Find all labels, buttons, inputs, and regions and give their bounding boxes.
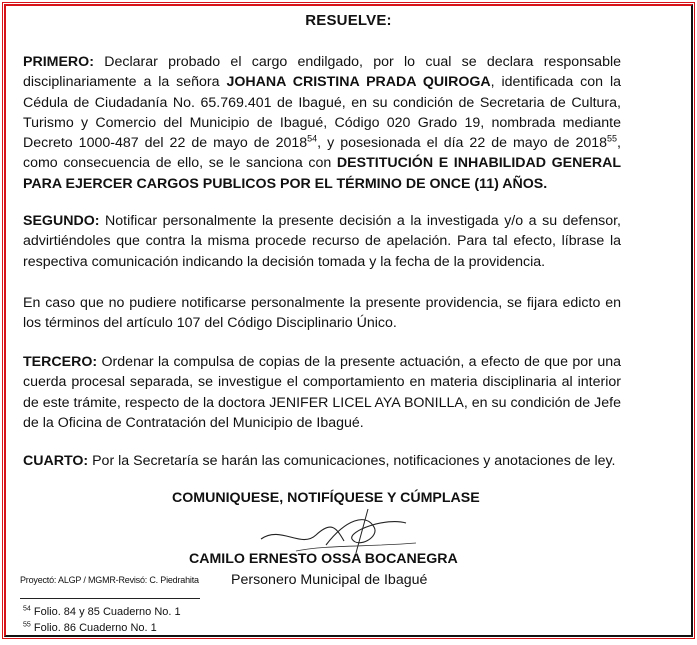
footnote-54 (23, 606, 181, 618)
closing-formula: COMUNIQUESE, NOTIFÍQUESE Y CÚMPLASE (172, 490, 480, 506)
segundo-label: SEGUNDO: (23, 213, 100, 229)
paragraph-primero (23, 52, 621, 194)
paragraph-tercero (23, 352, 621, 433)
primero-text-a: Declarar probado el cargo endilgado, por lo cual se declara responsable disciplinariamente a la señora (23, 54, 621, 91)
project-note: Proyectó: ALGP / MGMR-Revisó: C. Piedrahita (20, 575, 199, 585)
footnote-divider (20, 598, 200, 599)
tercero-name: JENIFER LICEL AYA BONILLA (269, 394, 464, 411)
document-page (4, 4, 693, 637)
footnote-text: Folio. 86 Cuaderno No. 1 (30, 622, 157, 634)
handwritten-signature (256, 505, 426, 557)
paragraph-cuarto (23, 451, 621, 471)
primero-text-b: , identificada con la Cédula de Ciudadanía No. 65.769.401 de Ibagué, en su condición de Secretaria de Cultura, Turismo y Comercio del Municipio de Ibagué, Código 020 Grado 19, nombrada mediante Decreto 1000-487 del 22 de mayo de 2018 (23, 74, 621, 152)
tercero-label: TERCERO: (23, 354, 98, 370)
primero-name: JOHANA CRISTINA PRADA QUIROGA (226, 74, 491, 91)
edicto-text: En caso que no pudiere notificarse personalmente la presente providencia, se fijara edicto en los términos del artículo 107 del Código Disciplinario Único. (23, 295, 621, 332)
segundo-text: Notificar personalmente la presente decisión a la investigada y/o a su defensor, advirtiéndoles que contra la misma procede recurso de apelación. Para tal efecto, líbrase la respectiva comunicación indicando la decisión tomada y la fecha de la providencia. (23, 213, 621, 270)
tercero-text-a: Ordenar la compulsa de copias de la presente actuación, a efecto de que por una cuerda procesal separada, se investigue el comportamiento en materia disciplinaria al interior de este trámite, respecto de la doctora (23, 354, 621, 411)
primero-text-d: , como consecuencia de ello, se le sanciona con (23, 135, 621, 172)
signer-role: Personero Municipal de Ibagué (231, 572, 428, 588)
footnote-number: 54 (23, 605, 31, 613)
cuarto-text: Por la Secretaría se harán las comunicaciones, notificaciones y anotaciones de ley. (88, 453, 616, 469)
paragraph-edicto (23, 293, 621, 334)
footnote-55 (23, 622, 157, 634)
paragraph-segundo (23, 211, 621, 272)
cuarto-label: CUARTO: (23, 453, 89, 469)
primero-label: PRIMERO: (23, 54, 94, 70)
footnote-text: Folio. 84 y 85 Cuaderno No. 1 (30, 606, 181, 618)
primero-sanction: DESTITUCIÓN E INHABILIDAD GENERAL PARA EJERCER CARGOS PUBLICOS POR EL TÉRMINO DE ONCE (11) AÑOS. (23, 155, 621, 192)
signer-name: CAMILO ERNESTO OSSA BOCANEGRA (189, 551, 458, 567)
tercero-text-b: , en su condición de Jefe de la Oficina de Contratación del Municipio de Ibagué. (23, 394, 621, 431)
footnote-number: 55 (23, 621, 31, 629)
footnote-ref-55: 55 (607, 133, 618, 144)
resolution-title: RESUELVE: (305, 12, 392, 29)
footnote-ref-54: 54 (307, 133, 318, 144)
primero-text-c: , y posesionada el día 22 de mayo de 2018 (317, 135, 608, 152)
